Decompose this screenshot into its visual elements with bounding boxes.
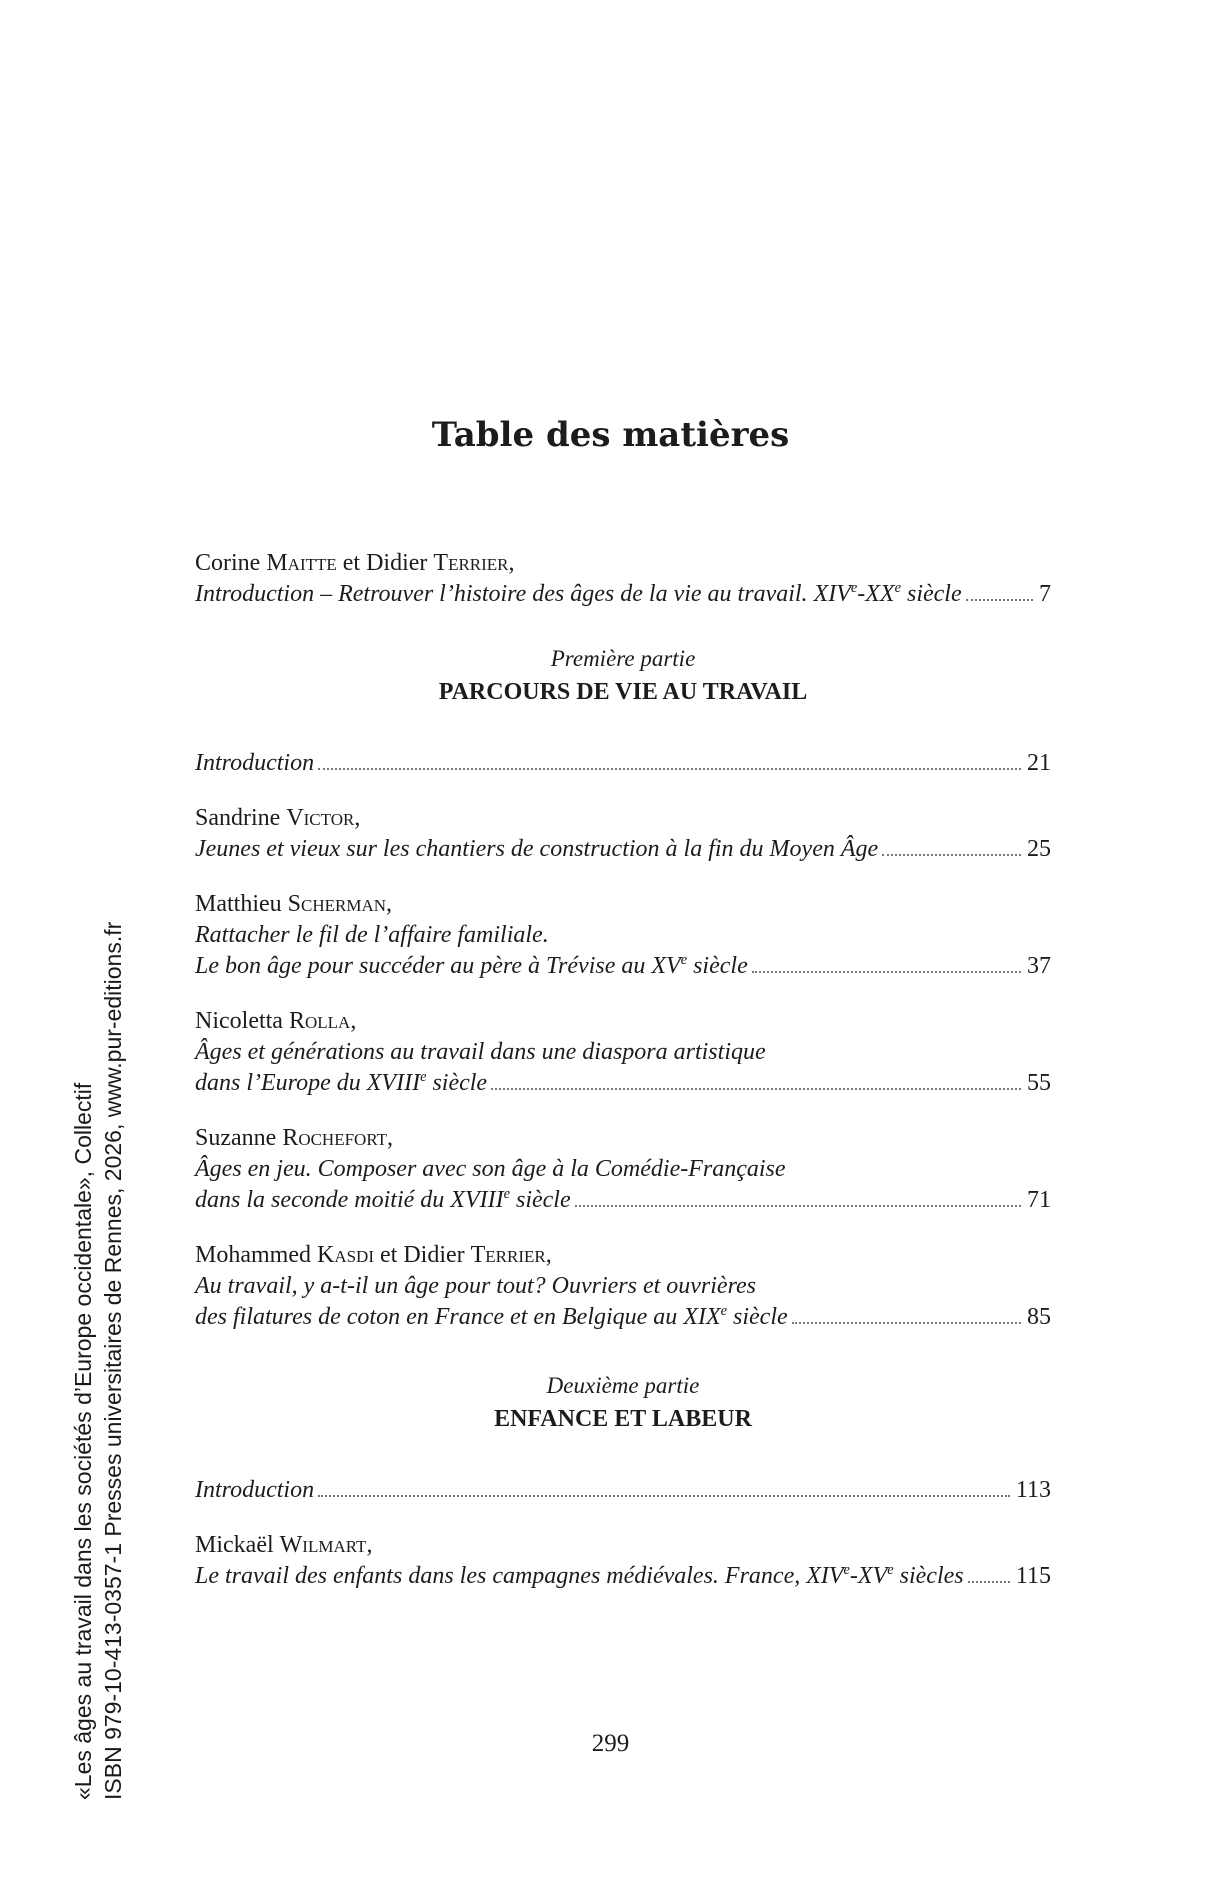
entry-title-text: dans la seconde moitié du [195, 1187, 445, 1213]
entry-page-number: 55 [1027, 1070, 1051, 1096]
entry-title-suffix: siècle [733, 1304, 788, 1330]
leader-dots [966, 599, 1033, 601]
author-first-name: Didier [403, 1242, 465, 1268]
century-ordinal: e [680, 952, 688, 968]
entry-title: Introduction [195, 750, 315, 776]
entry-title-continued [195, 951, 748, 982]
author-last-name: Victor [286, 805, 355, 831]
century-numeral: XIX [683, 1304, 721, 1330]
entry-page-number: 113 [1015, 1477, 1051, 1503]
entry-title-continued [195, 1185, 571, 1216]
entry-authors [195, 1006, 1051, 1037]
author-last-name: Maitte [266, 550, 337, 576]
century-ordinal: e [503, 1186, 510, 1202]
century-ordinal: e [843, 1562, 850, 1578]
author-last-name: Terrier [470, 1242, 546, 1268]
entry-title: Jeunes et vieux sur les chantiers de construction à la fin du Moyen Âge [195, 836, 879, 862]
author-comma: , [545, 1242, 552, 1268]
century-numeral: XV [857, 1563, 888, 1589]
author-connector: et [342, 550, 361, 576]
entry-title-line [195, 748, 1051, 779]
part-title: PARCOURS DE VIE AU TRAVAIL [438, 679, 808, 705]
entry-title-line [195, 951, 1051, 982]
author-first-name: Sandrine [195, 805, 281, 831]
author-first-name: Matthieu [195, 891, 282, 917]
entry-title-text: Le bon âge pour succéder au père à Trévise au [195, 953, 646, 979]
side-credit-line-2: ISBN 979-10-413-0357-1 Presses universitaires de Rennes, 2026, www.pur-editions.fr [100, 921, 126, 1800]
leader-dots [882, 854, 1021, 856]
toc-entry-part2-introduction[interactable] [195, 1475, 1051, 1506]
entry-title-text: dans l’Europe du [195, 1070, 361, 1096]
leader-dots [575, 1205, 1021, 1207]
author-last-name: Kasdi [316, 1242, 374, 1268]
entry-title: Rattacher le fil de l’affaire familiale. [195, 922, 549, 948]
part-title: ENFANCE ET LABEUR [494, 1406, 752, 1432]
century-numeral: XX [865, 581, 895, 607]
entry-title-line [195, 834, 1051, 865]
entry-authors [195, 1123, 1051, 1154]
toc-entry-victor[interactable] [195, 803, 1051, 865]
author-last-name: Rolla [288, 1008, 351, 1034]
century-numeral: XIV [813, 581, 851, 607]
entry-page-number: 37 [1027, 953, 1051, 979]
toc-entry-scherman[interactable] [195, 889, 1051, 982]
author-last-name: Rochefort [282, 1125, 388, 1151]
entry-title-line [195, 579, 1051, 610]
side-credit-line-1: «Les âges au travail dans les sociétés d’Europe occidentale», Collectif [70, 1082, 96, 1800]
entry-title-continued [195, 1068, 487, 1099]
toc-entry-wilmart[interactable] [195, 1530, 1051, 1592]
author-first-name: Didier [366, 550, 428, 576]
entry-title: Âges en jeu. Composer avec son âge à la Comédie-Française [195, 1156, 786, 1182]
author-last-name: Scherman [287, 891, 387, 917]
century-ordinal: e [420, 1069, 427, 1085]
author-first-name: Mickaël [195, 1532, 274, 1558]
century-ordinal: e [887, 1562, 894, 1578]
author-first-name: Nicoletta [195, 1008, 283, 1034]
toc-entry-rochefort[interactable] [195, 1123, 1051, 1216]
entry-title-text: Le travail des enfants dans les campagnes médiévales. France, [195, 1563, 801, 1589]
entry-title-line [195, 1185, 1051, 1216]
author-comma: , [350, 1008, 357, 1034]
toc-entry-kasdi-terrier[interactable] [195, 1240, 1051, 1333]
entry-title: Le travail des enfants dans les campagnes médiévales. France, XIVe-XVe siècles [195, 1562, 964, 1589]
entry-title: Introduction – Retrouver l’histoire des âges de la vie au travail. XIVe-XXe siècle [195, 580, 962, 607]
page-title: Table des matières [431, 415, 790, 455]
part-heading-2 [195, 1371, 1051, 1437]
leader-dots [491, 1088, 1021, 1090]
century-numeral: XIV [806, 1563, 844, 1589]
entry-page-number: 21 [1027, 750, 1051, 776]
page-number: 299 [591, 1730, 630, 1757]
author-comma: , [366, 1532, 373, 1558]
century-ordinal: e [894, 580, 901, 596]
part-heading-1 [195, 644, 1051, 710]
century-ordinal: e [720, 1303, 728, 1319]
author-comma: , [387, 1125, 394, 1151]
entry-title-suffix: siècles [899, 1563, 964, 1589]
entry-title-suffix: siècle [515, 1187, 571, 1213]
author-last-name: Terrier [433, 550, 509, 576]
entry-title: Au travail, y a-t-il un âge pour tout? Ouvriers et ouvrières [195, 1273, 757, 1299]
part-label: Deuxième partie [546, 1373, 700, 1398]
leader-dots [968, 1581, 1010, 1583]
entry-title-suffix: siècle [693, 953, 748, 979]
century-numeral: XVIII [366, 1070, 421, 1096]
author-first-name: Suzanne [195, 1125, 277, 1151]
entry-title-continued [195, 1302, 788, 1333]
entry-title-suffix: siècle [906, 581, 962, 607]
part-label: Première partie [550, 646, 696, 671]
entry-title-text: Introduction – Retrouver l’histoire des âges de la vie au travail. [195, 581, 808, 607]
century-ordinal: e [850, 580, 858, 596]
entry-authors [195, 889, 1051, 920]
entry-title-line [195, 1561, 1051, 1592]
author-comma: , [508, 550, 515, 576]
author-first-name: Corine [195, 550, 261, 576]
entry-authors [195, 548, 1051, 579]
entry-authors [195, 1240, 1051, 1271]
leader-dots [318, 768, 1021, 770]
entry-page-number: 115 [1015, 1563, 1051, 1589]
century-numeral: XV [651, 953, 681, 979]
entry-page-number: 85 [1027, 1304, 1051, 1330]
entry-authors [195, 803, 1051, 834]
leader-dots [318, 1495, 1010, 1497]
entry-page-number: 71 [1027, 1187, 1051, 1213]
entry-page-number: 7 [1039, 581, 1051, 607]
entry-title-suffix: siècle [432, 1070, 488, 1096]
leader-dots [752, 971, 1021, 973]
author-first-name: Mohammed [195, 1242, 311, 1268]
leader-dots [792, 1322, 1021, 1324]
toc-entry-part1-introduction[interactable] [195, 748, 1051, 779]
author-comma: , [386, 891, 393, 917]
entry-title: Introduction [195, 1477, 315, 1503]
side-credit [68, 922, 128, 1800]
century-numeral: XVIII [450, 1187, 504, 1213]
table-of-contents [195, 548, 1051, 1616]
author-last-name: Wilmart [279, 1532, 367, 1558]
entry-title-line [195, 1475, 1051, 1506]
entry-title-line [195, 1068, 1051, 1099]
toc-entry-rolla[interactable] [195, 1006, 1051, 1099]
entry-authors [195, 1530, 1051, 1561]
toc-entry-introduction-general[interactable] [195, 548, 1051, 610]
entry-title-text: des filatures de coton en France et en Belgique au [195, 1304, 678, 1330]
author-comma: , [354, 805, 361, 831]
author-connector: et [380, 1242, 398, 1268]
entry-page-number: 25 [1027, 836, 1051, 862]
entry-title-line [195, 1302, 1051, 1333]
entry-title: Âges et générations au travail dans une diaspora artistique [195, 1039, 766, 1065]
